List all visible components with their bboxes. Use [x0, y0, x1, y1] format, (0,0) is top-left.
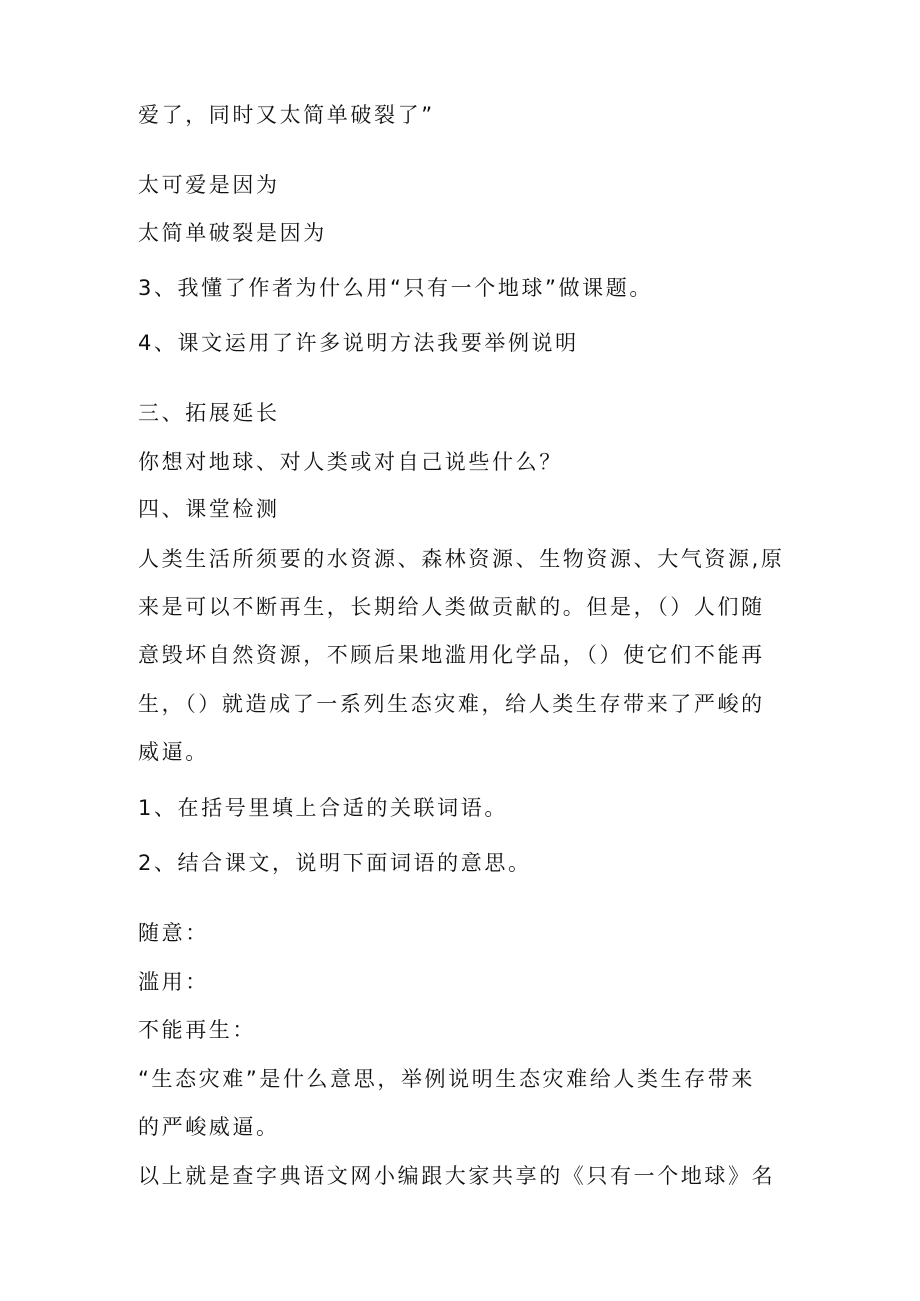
term-line: 随意： [138, 921, 209, 945]
text-line: 太简单破裂是因为 [138, 221, 327, 245]
paragraph-line: “生态灾难”是什么意思，举例说明生态灾难给人类生存带来 [138, 1067, 755, 1091]
text-line: 爱了，同时又太简单破裂了” [138, 103, 435, 127]
numbered-item: 4、课文运用了许多说明方法我要举例说明 [138, 331, 579, 355]
numbered-item: 2、结合课文，说明下面词语的意思。 [138, 851, 532, 875]
section-heading: 三、拓展延长 [138, 401, 280, 425]
numbered-item: 1、在括号里填上合适的关联词语。 [138, 796, 508, 820]
paragraph-line: 来是可以不断再生，长期给人类做贡献的。但是，（）人们随 [138, 595, 765, 619]
paragraph-line: 的严峻威逼。 [138, 1115, 280, 1139]
paragraph-line: 人类生活所须要的水资源、森林资源、生物资源、大气资源,原 [138, 547, 785, 571]
numbered-item: 3、我懂了作者为什么用“只有一个地球”做课题。 [138, 276, 653, 300]
paragraph-line: 以上就是查字典语文网小编跟大家共享的《只有一个地球》名 [138, 1164, 776, 1188]
text-line: 太可爱是因为 [138, 173, 280, 197]
paragraph-line: 生，（）就造成了一系列生态灾难，给人类生存带来了严峻的 [138, 692, 765, 716]
section-heading: 四、课堂检测 [138, 497, 280, 521]
term-line: 不能再生： [138, 1018, 256, 1042]
term-line: 滥用： [138, 970, 209, 994]
text-line: 你想对地球、对人类或对自己说些什么？ [138, 450, 563, 474]
paragraph-line: 威逼。 [138, 740, 209, 764]
paragraph-line: 意毁坏自然资源，不顾后果地滥用化学品，（）使它们不能再 [138, 643, 765, 667]
